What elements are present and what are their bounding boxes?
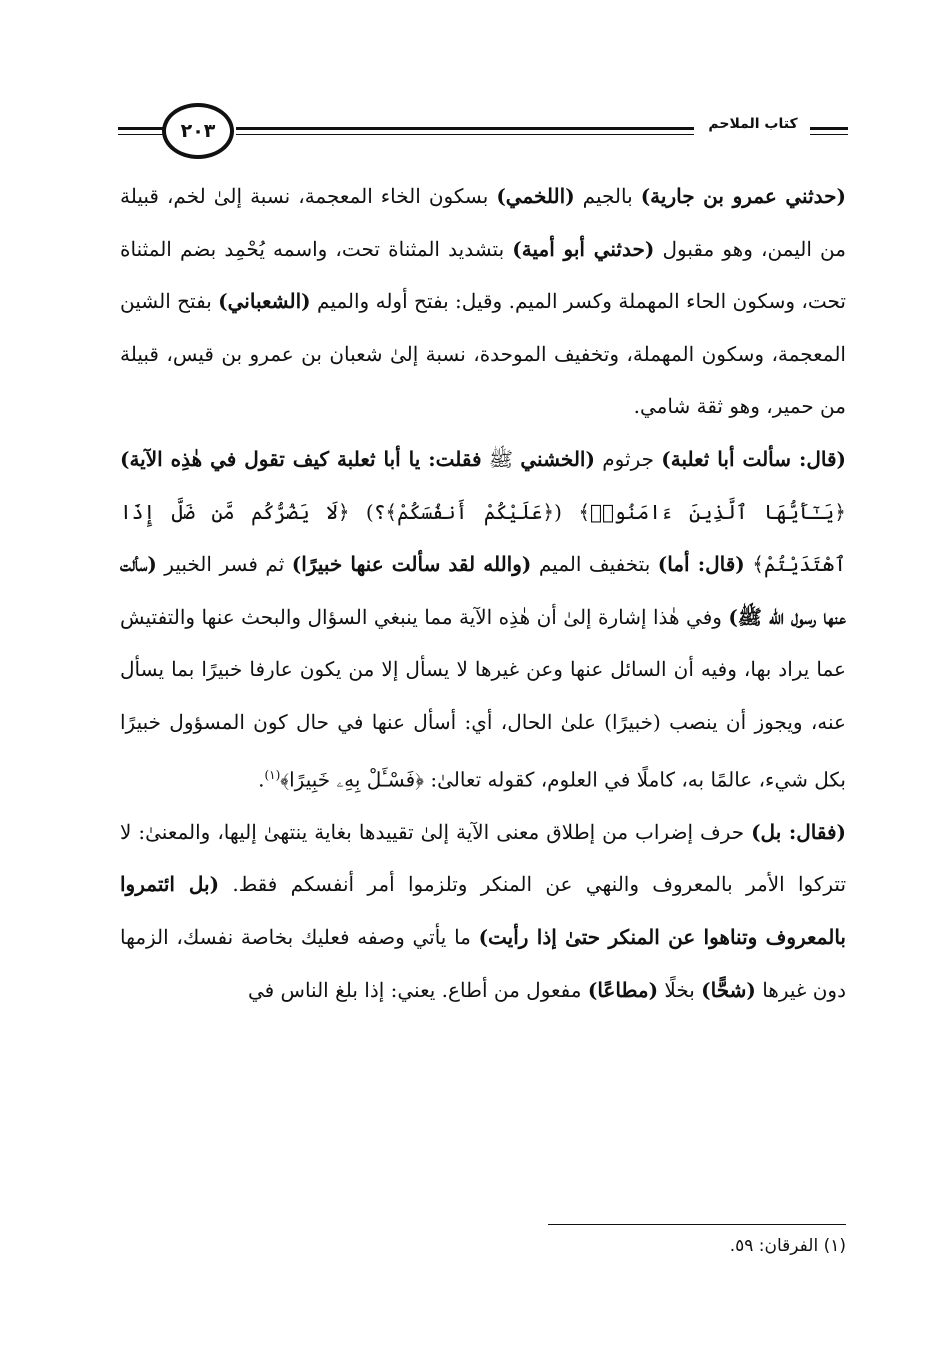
footnote: (١) الفرقان: ٥٩. (729, 1236, 846, 1256)
page-number: ٢٠٣ (162, 103, 234, 159)
bold-text-segment: (اللخمي) (496, 184, 575, 208)
text-segment: ﷺ (481, 446, 521, 471)
bold-text-segment: (قال: سألت أبا ثعلبة) (661, 446, 846, 471)
text-segment: بفتح الشين المعجمة، وسكون المهملة، وتخفيف الموحدة، نسبة إلىٰ شعبان بن عمرو بن قيس، قبيلة من حمير، وهو ثقة شامي. (120, 289, 846, 419)
bold-text-segment: (الشعباني) (218, 289, 311, 314)
bold-text-segment: (شحًّا) (701, 977, 756, 1002)
text-segment: بخلًا (658, 977, 702, 1002)
text-segment: بتخفيف الميم (531, 552, 658, 577)
header-rule (236, 127, 694, 130)
text-segment: بسكون الخاء المعجمة، نسبة إلىٰ لخم، قبيلة من اليمن، وهو مقبول (120, 184, 846, 261)
text-segment: بالجيم (574, 184, 641, 208)
bold-text-segment: (فقال: بل) (751, 819, 846, 844)
bold-text-segment: (بل ائتمروا بالمعروف وتناهوا عن المنكر حتىٰ إذا رأيت) (120, 872, 846, 949)
text-segment: جرثوم (594, 446, 662, 471)
text-segment: ﴿يَـٰٓأَيُّهَا ٱلَّذِينَ ءَامَنُوا۟﴾ (﴿عَلَيْكُمْ أَنفُسَكُمْ﴾؟) ﴿لَا يَضُرُّكُم مَّن ضَلَّ إِذَا ٱهْتَدَيْتُمْ﴾ (120, 499, 846, 577)
bold-text-segment: (مطاعًا) (587, 977, 659, 1002)
header-rule (118, 127, 164, 130)
header-rule (118, 134, 164, 135)
bold-text-segment: فقلت: يا أبا ثعلبة كيف تقول في هٰذِه الآية) (120, 446, 482, 471)
text-segment: ما يأتي وصفه فعليك بخاصة نفسك، الزمها دون غيرها (120, 924, 846, 1002)
bold-text-segment: (والله لقد سألت عنها خبيرًا) (291, 552, 532, 577)
bold-text-segment: (حدثني أبو أمية) (512, 236, 655, 261)
bold-text-segment: (سألت عنها رسول الله ﷺ) (120, 552, 846, 629)
header-rule (810, 134, 848, 135)
footnote-marker: (١) (264, 767, 281, 782)
text-segment: . (258, 767, 265, 792)
footnote-separator (548, 1224, 846, 1225)
bold-text-segment: (قال: أما) (657, 552, 745, 577)
paragraph (120, 806, 846, 1016)
bold-text-segment: (الخشني (520, 446, 595, 471)
text-segment: حرف إضراب من إطلاق معنى الآية إلىٰ تقييدها بغاية ينتهىٰ إليها، والمعنىٰ: لا تتركوا الأمر بالمعروف والنهي عن المنكر وتلزموا أمر أنفسكم فقط. (120, 819, 847, 897)
text-segment: بتشديد المثناة تحت، واسمه يُحْمِد بضم المثناة تحت، وسكون الحاء المهملة وكسر الميم. وقيل: بفتح أوله والميم (120, 236, 846, 314)
page-header (118, 100, 858, 162)
main-text (120, 170, 846, 1016)
paragraph (120, 170, 846, 433)
bold-text-segment: (حدثني عمرو بن جارية) (640, 184, 846, 208)
text-segment: وفي هٰذا إشارة إلىٰ أن هٰذِه الآية مما ينبغي السؤال والبحث عنها والتفتيش عما يراد بها، وفيه أن السائل عنها وعن غيرها لا يسأل إلا من يكون عارفا خبيرًا بما يسأل عنه، ويجوز أن ينصب (خبيرًا) علىٰ الحال، أي: أسأل عنها في حال كون المسؤول خبيرًا بكل شيء، عالمًا به، كاملًا في العلوم، كقوله تعالىٰ: ﴿فَسْـَٔلْ بِهِۦ خَبِيرًا﴾ (120, 604, 846, 792)
running-title: كتاب الملاحم (708, 116, 798, 132)
paragraph (120, 433, 846, 806)
header-rule (810, 127, 848, 130)
text-segment: مفعول من أطاع. يعني: إذا بلغ الناس في (247, 977, 588, 1002)
text-segment: ثم فسر الخبير (156, 552, 292, 577)
header-rule (236, 134, 694, 135)
